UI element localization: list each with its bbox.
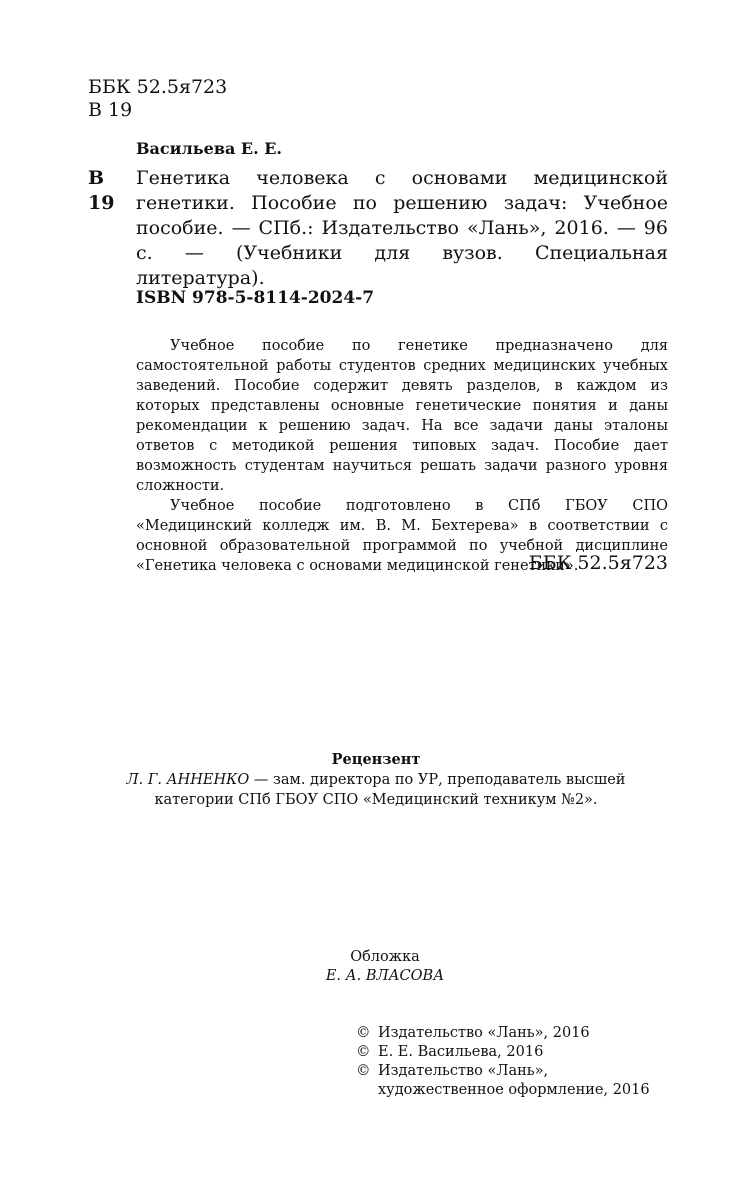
copyright-text: Е. Е. Васильева, 2016 [378,1044,544,1060]
copyright-block [356,1024,650,1100]
copyright-symbol: © [356,1025,371,1041]
copyright-line [356,1062,650,1081]
record-code: В 19 [88,167,115,214]
reviewer-block [104,750,648,810]
cover-artist: Е. А. ВЛАСОВА [325,968,445,984]
copyright-line [356,1043,650,1062]
author-name: Васильева Е. Е. [136,139,282,158]
record-entry [88,166,668,291]
reviewer-title: Рецензент [331,751,421,768]
copyright-text: Издательство «Лань», [378,1063,549,1079]
reviewer-text [104,770,648,810]
isbn: ISBN 978-5-8114-2024-7 [136,288,375,308]
reviewer-description: — зам. директора по УР, преподаватель высшей категории СПб ГБОУ СПО «Медицинский техникум №2». [154,772,626,808]
copyright-text: Издательство «Лань», 2016 [378,1025,590,1041]
annotation-paragraph: Учебное пособие подготовлено в СПб ГБОУ СПО «Медицинский колледж им. В. М. Бехтерева» в соответствии с основной образовательной программой по учебной дисциплине «Генетика человека с основами медицинской генетики». [136,498,668,574]
copyright-text: художественное оформление, 2016 [378,1082,650,1098]
bbk-header [88,76,227,122]
copyright-symbol: © [356,1063,371,1079]
reviewer-name: Л. Г. АННЕНКО [126,772,250,788]
cover-label: Обложка [350,949,420,965]
bbk-code: ББК 52.5я723 [88,76,228,98]
copyright-line [356,1081,650,1100]
bbk-footer-code: ББК 52.5я723 [528,552,668,574]
annotation [136,336,668,576]
cover-credit [300,948,470,986]
copyright-symbol: © [356,1044,371,1060]
record-description: Генетика человека с основами медицинской генетики. Пособие по решению задач: Учебное пособие. — СПб.: Издательство «Лань», 2016. — 96 с. — (Учебники для вузов. Специальная литература). [136,167,668,289]
author-mark: В 19 [88,99,133,121]
copyright-line [356,1024,650,1043]
annotation-paragraph: Учебное пособие по генетике предназначено для самостоятельной работы студентов средних медицинских учебных заведений. Пособие содержит девять разделов, в каждом из которых представлены основные генетические понятия и даны рекомендации к решению задач. На все задачи даны эталоны ответов с методикой решения типовых задач. Пособие дает возможность студентам научиться решать задачи разного уровня сложности. [136,338,668,494]
catalog-record [88,138,668,291]
